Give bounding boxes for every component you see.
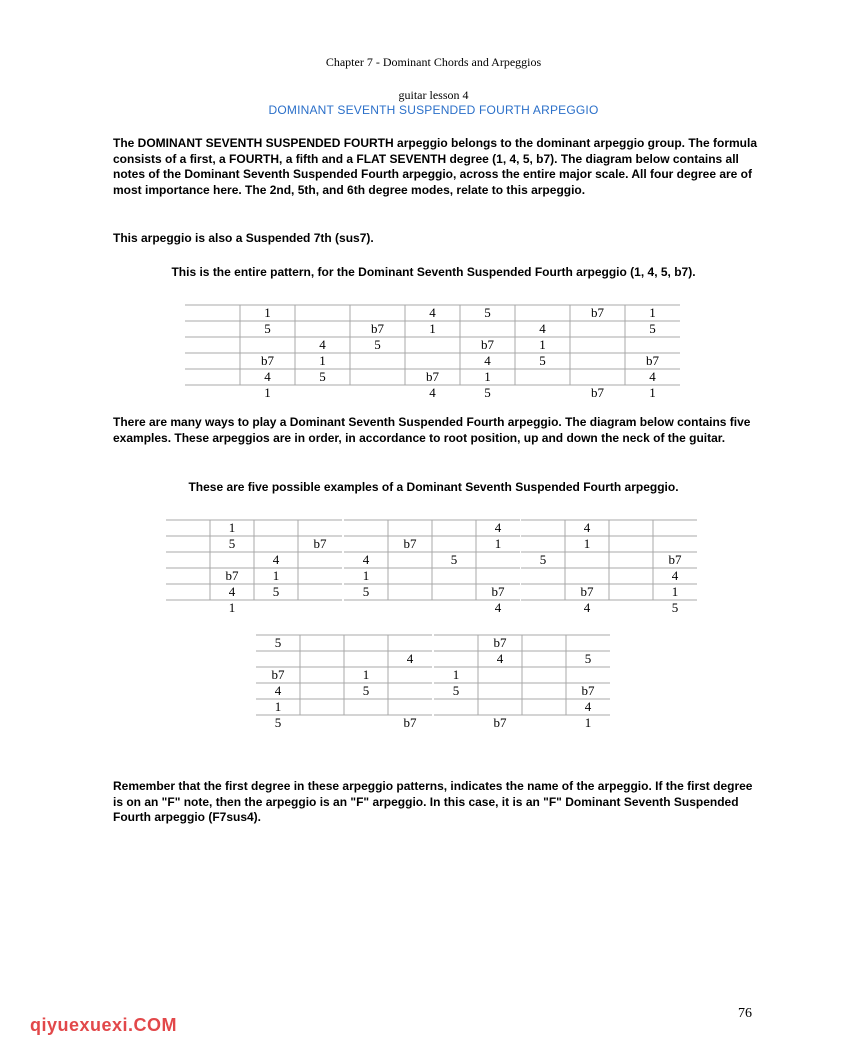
example-fretboard-note: 4 <box>494 520 502 535</box>
fretboard-note: 5 <box>484 305 491 320</box>
fretboard-note: 4 <box>319 337 326 352</box>
example-fretboard-note: 5 <box>452 683 460 698</box>
example-fretboard-note: 4 <box>362 552 370 567</box>
fretboard-note: 5 <box>264 321 271 336</box>
example-fretboard-note: 4 <box>584 699 592 714</box>
example-fretboard-note: b7 <box>493 715 507 730</box>
fretboard-note: 5 <box>374 337 381 352</box>
fretboard-note: 1 <box>429 321 436 336</box>
fretboard-note: 4 <box>429 305 436 320</box>
example-fretboard-note: 5 <box>584 651 592 666</box>
fretboard-note: b7 <box>591 305 604 320</box>
example-fretboard-note: 4 <box>274 683 282 698</box>
example-fretboard-note: 4 <box>494 600 502 615</box>
example-fretboard-note: b7 <box>668 552 682 567</box>
fretboard-note: 4 <box>539 321 546 336</box>
example-fretboard-note: b7 <box>313 536 327 551</box>
examples-caption: These are five possible examples of a Dominant Seventh Suspended Fourth arpeggio. <box>188 480 679 494</box>
fretboard-note: 1 <box>484 369 491 384</box>
example-fretboard-note: 1 <box>671 584 679 599</box>
intro-paragraph: The DOMINANT SEVENTH SUSPENDED FOURTH arpeggio belongs to the dominant arpeggio group. The formula consists of a first, a FOURTH, a fifth and a FLAT SEVENTH degree (1, 4, 5, b7). The diagram below contains all notes of the Dominant Seventh Suspended Fourth arpeggio, across the entire major scale. All four degree are of most importance here. The 2nd, 5th, and 6th degree modes, relate to this arpeggio. <box>113 136 758 197</box>
lesson-label: guitar lesson 4 <box>398 88 469 102</box>
fretboard-note: 1 <box>649 305 656 320</box>
fretboard-note: 5 <box>539 353 546 368</box>
fretboard-note: 1 <box>539 337 546 352</box>
example-fretboard-note: 1 <box>452 667 460 682</box>
example-fretboard-note: 4 <box>583 600 591 615</box>
example-fretboard-4 <box>256 635 432 730</box>
example-fretboard-note: 5 <box>362 584 370 599</box>
lesson-title: DOMINANT SEVENTH SUSPENDED FOURTH ARPEGGIO <box>268 103 599 117</box>
closing-paragraph: Remember that the first degree in these arpeggio patterns, indicates the name of the arpeggio. If the first degree is on an "F" note, then the arpeggio is an "F" arpeggio. In this case, it is an "F" Dominant Seventh Suspended Fourth arpeggio (F7sus4). <box>113 779 753 824</box>
example-fretboard-note: b7 <box>493 635 507 650</box>
fretboard-note: 1 <box>319 353 326 368</box>
fretboard-note: 1 <box>264 305 271 320</box>
example-fretboard-note: 5 <box>274 715 282 730</box>
example-fretboard-note: 5 <box>539 552 547 567</box>
fretboard-note: b7 <box>481 337 494 352</box>
chapter-header: Chapter 7 - Dominant Chords and Arpeggios <box>325 55 542 69</box>
example-fretboard-note: 4 <box>228 584 236 599</box>
watermark-logo: qiyuexuexi.COM <box>30 1015 178 1035</box>
example-fretboard-note: b7 <box>225 568 239 583</box>
example-fretboard-note: b7 <box>581 683 595 698</box>
example-fretboard-note: 4 <box>406 651 414 666</box>
example-fretboard-note: 1 <box>274 699 282 714</box>
example-fretboard-note: 1 <box>494 536 502 551</box>
full-pattern-fretboard <box>185 305 680 400</box>
fretboard-note: 5 <box>319 369 326 384</box>
example-fretboard-3 <box>521 520 697 615</box>
fretboard-note: 4 <box>484 353 491 368</box>
example-fretboard-note: 5 <box>450 552 458 567</box>
example-fretboard-note: 5 <box>671 600 679 615</box>
examples-intro-paragraph: There are many ways to play a Dominant Seventh Suspended Fourth arpeggio. The diagram below contains five examples. These arpeggios are in order, in accordance to root position, up and down the neck of the guitar. <box>113 415 751 445</box>
example-fretboard-note: 4 <box>496 651 504 666</box>
fretboard-note: 1 <box>264 385 271 400</box>
example-fretboard-note: 4 <box>272 552 280 567</box>
example-fretboard-note: b7 <box>491 584 505 599</box>
fretboard-note: b7 <box>426 369 439 384</box>
example-fretboard-note: 1 <box>228 600 236 615</box>
example-fretboard-note: 1 <box>584 715 592 730</box>
example-fretboard-note: 1 <box>362 568 370 583</box>
page-number: 76 <box>738 1006 752 1021</box>
example-fretboard-note: 5 <box>274 635 282 650</box>
example-fretboard-note: 1 <box>228 520 236 535</box>
example-fretboard-note: b7 <box>403 715 417 730</box>
example-fretboard-note: b7 <box>403 536 417 551</box>
fretboard-note: 1 <box>649 385 656 400</box>
example-fretboard-1 <box>166 520 342 615</box>
fretboard-note: 4 <box>264 369 271 384</box>
example-fretboard-2 <box>344 520 520 615</box>
example-fretboard-5 <box>434 635 610 730</box>
fretboard-note: 5 <box>484 385 491 400</box>
example-fretboard-note: 4 <box>583 520 591 535</box>
example-fretboard-note: 1 <box>583 536 591 551</box>
example-fretboard-note: 5 <box>362 683 370 698</box>
fretboard-note: 5 <box>649 321 656 336</box>
example-fretboard-note: 1 <box>362 667 370 682</box>
example-fretboard-note: 5 <box>228 536 236 551</box>
example-fretboard-note: b7 <box>580 584 594 599</box>
fretboard-note: b7 <box>646 353 659 368</box>
full-pattern-caption: This is the entire pattern, for the Dominant Seventh Suspended Fourth arpeggio (1, 4, 5, b7). <box>171 265 696 279</box>
example-fretboard-note: 4 <box>671 568 679 583</box>
example-fretboard-note: 5 <box>272 584 280 599</box>
example-fretboard-note: b7 <box>271 667 285 682</box>
fretboard-note: b7 <box>371 321 384 336</box>
fretboard-note: 4 <box>649 369 656 384</box>
fretboard-note: b7 <box>261 353 274 368</box>
example-fretboard-note: 1 <box>272 568 280 583</box>
alias-paragraph: This arpeggio is also a Suspended 7th (sus7). <box>113 231 374 245</box>
fretboard-note: 4 <box>429 385 436 400</box>
fretboard-note: b7 <box>591 385 604 400</box>
